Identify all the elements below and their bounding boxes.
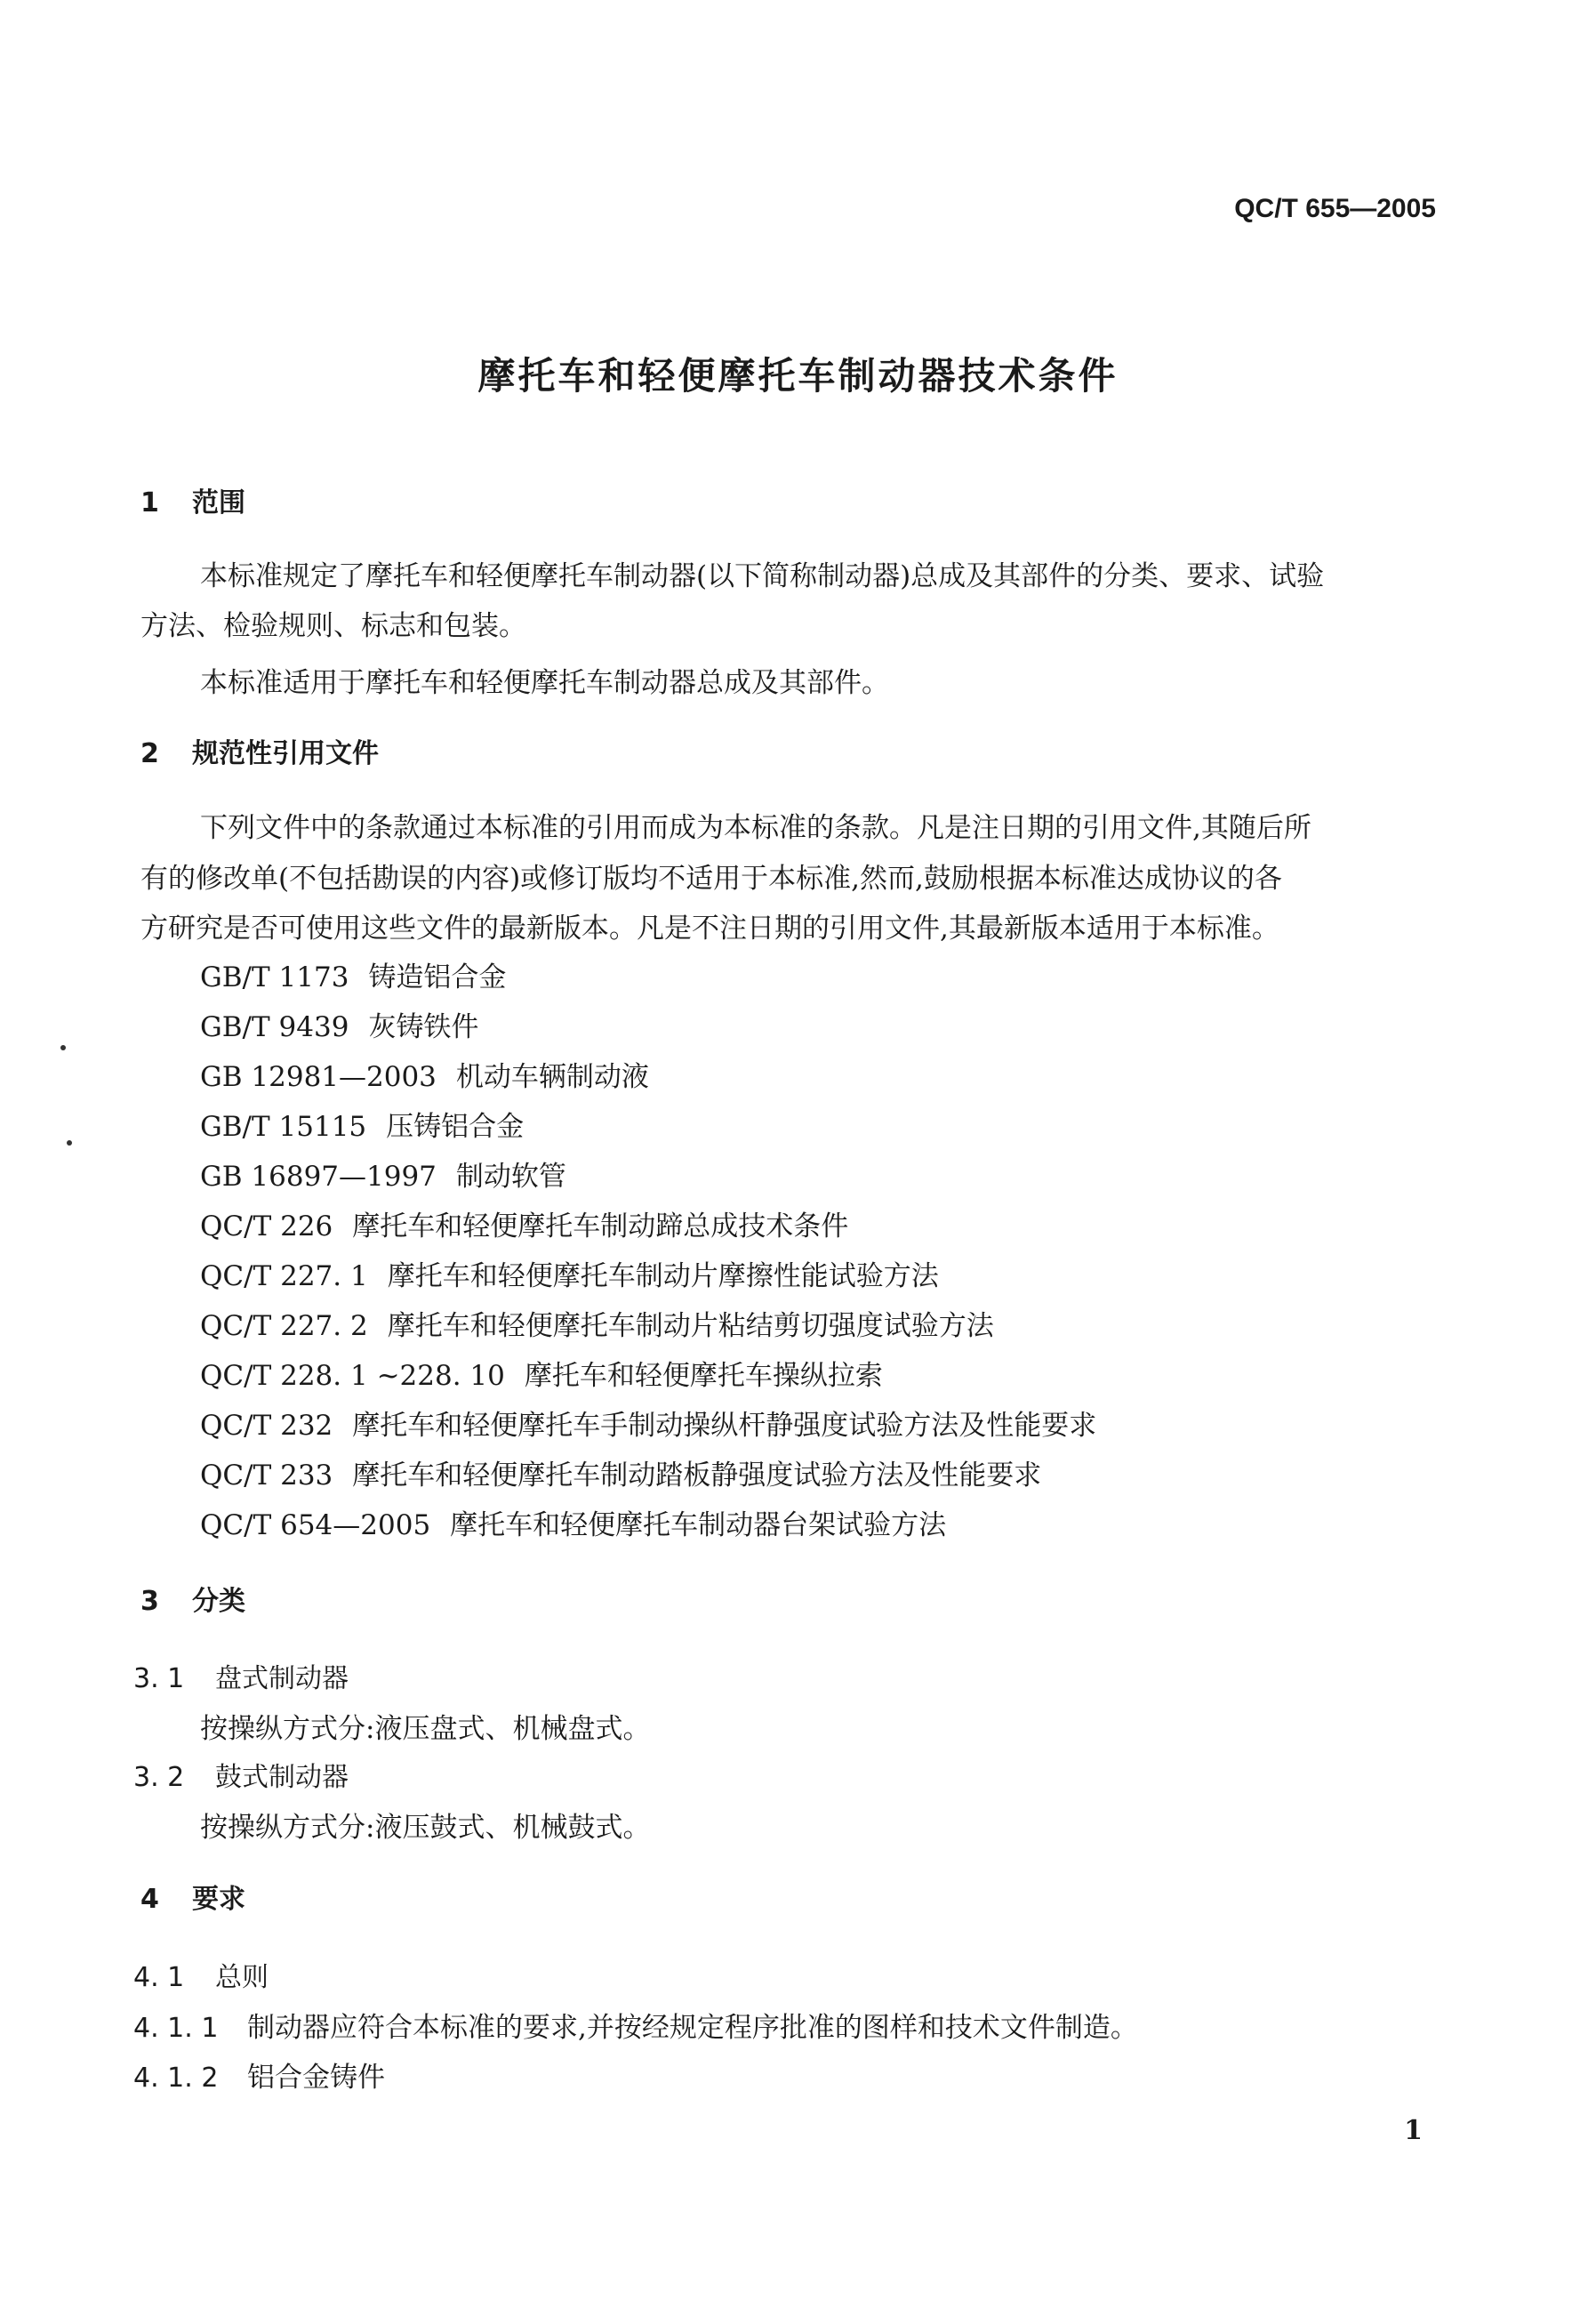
section-number: 3 bbox=[140, 1586, 159, 1617]
reference-name: 机动车辆制动液 bbox=[455, 1061, 649, 1093]
clause-text: 制动器应符合本标准的要求,并按经规定程序批准的图样和技术文件制造。 bbox=[247, 2012, 1138, 2044]
clause-4-1-1 bbox=[133, 2005, 1138, 2045]
reference-item bbox=[200, 1353, 883, 1393]
subsection-number: 4. 1 bbox=[133, 1962, 185, 1993]
section-3-heading bbox=[140, 1579, 245, 1618]
reference-name: 摩托车和轻便摩托车手制动操纵杆静强度试验方法及性能要求 bbox=[352, 1410, 1097, 1442]
subsection-number: 3. 1 bbox=[133, 1663, 185, 1694]
section-4-heading bbox=[140, 1877, 245, 1916]
reference-item bbox=[200, 1253, 939, 1293]
section-title: 要求 bbox=[192, 1884, 245, 1915]
paragraph-continuation: 方法、检验规则、标志和包装。 bbox=[140, 610, 526, 642]
paragraph-continuation: 有的修改单(不包括勘误的内容)或修订版均不适用于本标准,然而,鼓励根据本标准达成协议的各 bbox=[140, 863, 1282, 895]
reference-code: QC/T 228. 1 ~228. 10 bbox=[200, 1360, 505, 1392]
reference-item bbox=[200, 1154, 566, 1194]
document-title: 摩托车和轻便摩托车制动器技术条件 bbox=[477, 354, 1119, 398]
reference-name: 制动软管 bbox=[455, 1161, 566, 1193]
reference-item bbox=[200, 1054, 649, 1094]
clause-number: 4. 1. 2 bbox=[133, 2063, 219, 2094]
reference-code: GB/T 15115 bbox=[200, 1111, 367, 1143]
reference-item bbox=[200, 1403, 1096, 1443]
reference-name: 灰铸铁件 bbox=[368, 1011, 479, 1043]
reference-item bbox=[200, 1004, 478, 1044]
section-1-heading bbox=[140, 480, 245, 519]
subsection-4-1-heading bbox=[133, 1955, 269, 1994]
reference-code: GB 12981—2003 bbox=[200, 1061, 437, 1093]
reference-item bbox=[200, 1104, 524, 1144]
reference-name: 压铸铝合金 bbox=[386, 1111, 525, 1143]
subsection-title: 总则 bbox=[215, 1962, 269, 1993]
subsection-title: 盘式制动器 bbox=[215, 1663, 349, 1694]
reference-code: QC/T 227. 1 bbox=[200, 1260, 368, 1292]
document-number: QC/T 655—2005 bbox=[1234, 194, 1436, 223]
reference-code: QC/T 232 bbox=[200, 1410, 333, 1442]
reference-code: GB/T 1173 bbox=[200, 961, 349, 993]
scan-speck bbox=[60, 1045, 66, 1050]
scan-speck bbox=[67, 1140, 72, 1146]
reference-name: 铸造铝合金 bbox=[368, 961, 507, 993]
paragraph: 按操纵方式分:液压盘式、机械盘式。 bbox=[200, 1713, 651, 1745]
reference-code: GB/T 9439 bbox=[200, 1011, 349, 1043]
reference-code: QC/T 226 bbox=[200, 1210, 333, 1242]
reference-code: QC/T 654—2005 bbox=[200, 1509, 431, 1541]
reference-item bbox=[200, 954, 506, 994]
reference-name: 摩托车和轻便摩托车操纵拉索 bbox=[524, 1360, 883, 1392]
subsection-3-2-heading bbox=[133, 1755, 349, 1794]
reference-item bbox=[200, 1452, 1041, 1492]
subsection-title: 鼓式制动器 bbox=[215, 1762, 349, 1793]
section-title: 规范性引用文件 bbox=[192, 738, 379, 769]
reference-code: QC/T 233 bbox=[200, 1460, 333, 1492]
paragraph: 按操纵方式分:液压鼓式、机械鼓式。 bbox=[200, 1812, 651, 1844]
section-number: 4 bbox=[140, 1884, 159, 1915]
subsection-3-1-heading bbox=[133, 1656, 349, 1695]
paragraph: 本标准规定了摩托车和轻便摩托车制动器(以下简称制动器)总成及其部件的分类、要求、试验 bbox=[200, 560, 1325, 592]
reference-name: 摩托车和轻便摩托车制动片摩擦性能试验方法 bbox=[387, 1260, 939, 1292]
paragraph-continuation: 方研究是否可使用这些文件的最新版本。凡是不注日期的引用文件,其最新版本适用于本标准。 bbox=[140, 913, 1279, 945]
section-title: 范围 bbox=[192, 487, 245, 519]
reference-name: 摩托车和轻便摩托车制动踏板静强度试验方法及性能要求 bbox=[352, 1460, 1042, 1492]
clause-number: 4. 1. 1 bbox=[133, 2013, 219, 2044]
reference-item bbox=[200, 1303, 994, 1343]
reference-item bbox=[200, 1502, 946, 1542]
reference-name: 摩托车和轻便摩托车制动器台架试验方法 bbox=[450, 1509, 947, 1541]
reference-code: GB 16897—1997 bbox=[200, 1161, 437, 1193]
reference-item bbox=[200, 1203, 848, 1243]
clause-4-1-2 bbox=[133, 2055, 385, 2095]
clause-text: 铝合金铸件 bbox=[247, 2062, 385, 2094]
reference-name: 摩托车和轻便摩托车制动片粘结剪切强度试验方法 bbox=[387, 1310, 994, 1342]
section-number: 1 bbox=[140, 487, 159, 519]
reference-code: QC/T 227. 2 bbox=[200, 1310, 368, 1342]
section-title: 分类 bbox=[192, 1586, 245, 1617]
paragraph: 本标准适用于摩托车和轻便摩托车制动器总成及其部件。 bbox=[200, 667, 889, 699]
paragraph: 下列文件中的条款通过本标准的引用而成为本标准的条款。凡是注日期的引用文件,其随后所 bbox=[200, 812, 1311, 844]
reference-name: 摩托车和轻便摩托车制动蹄总成技术条件 bbox=[352, 1210, 849, 1242]
section-number: 2 bbox=[140, 738, 159, 769]
subsection-number: 3. 2 bbox=[133, 1762, 185, 1793]
section-2-heading bbox=[140, 731, 379, 770]
page-number: 1 bbox=[1404, 2115, 1423, 2146]
